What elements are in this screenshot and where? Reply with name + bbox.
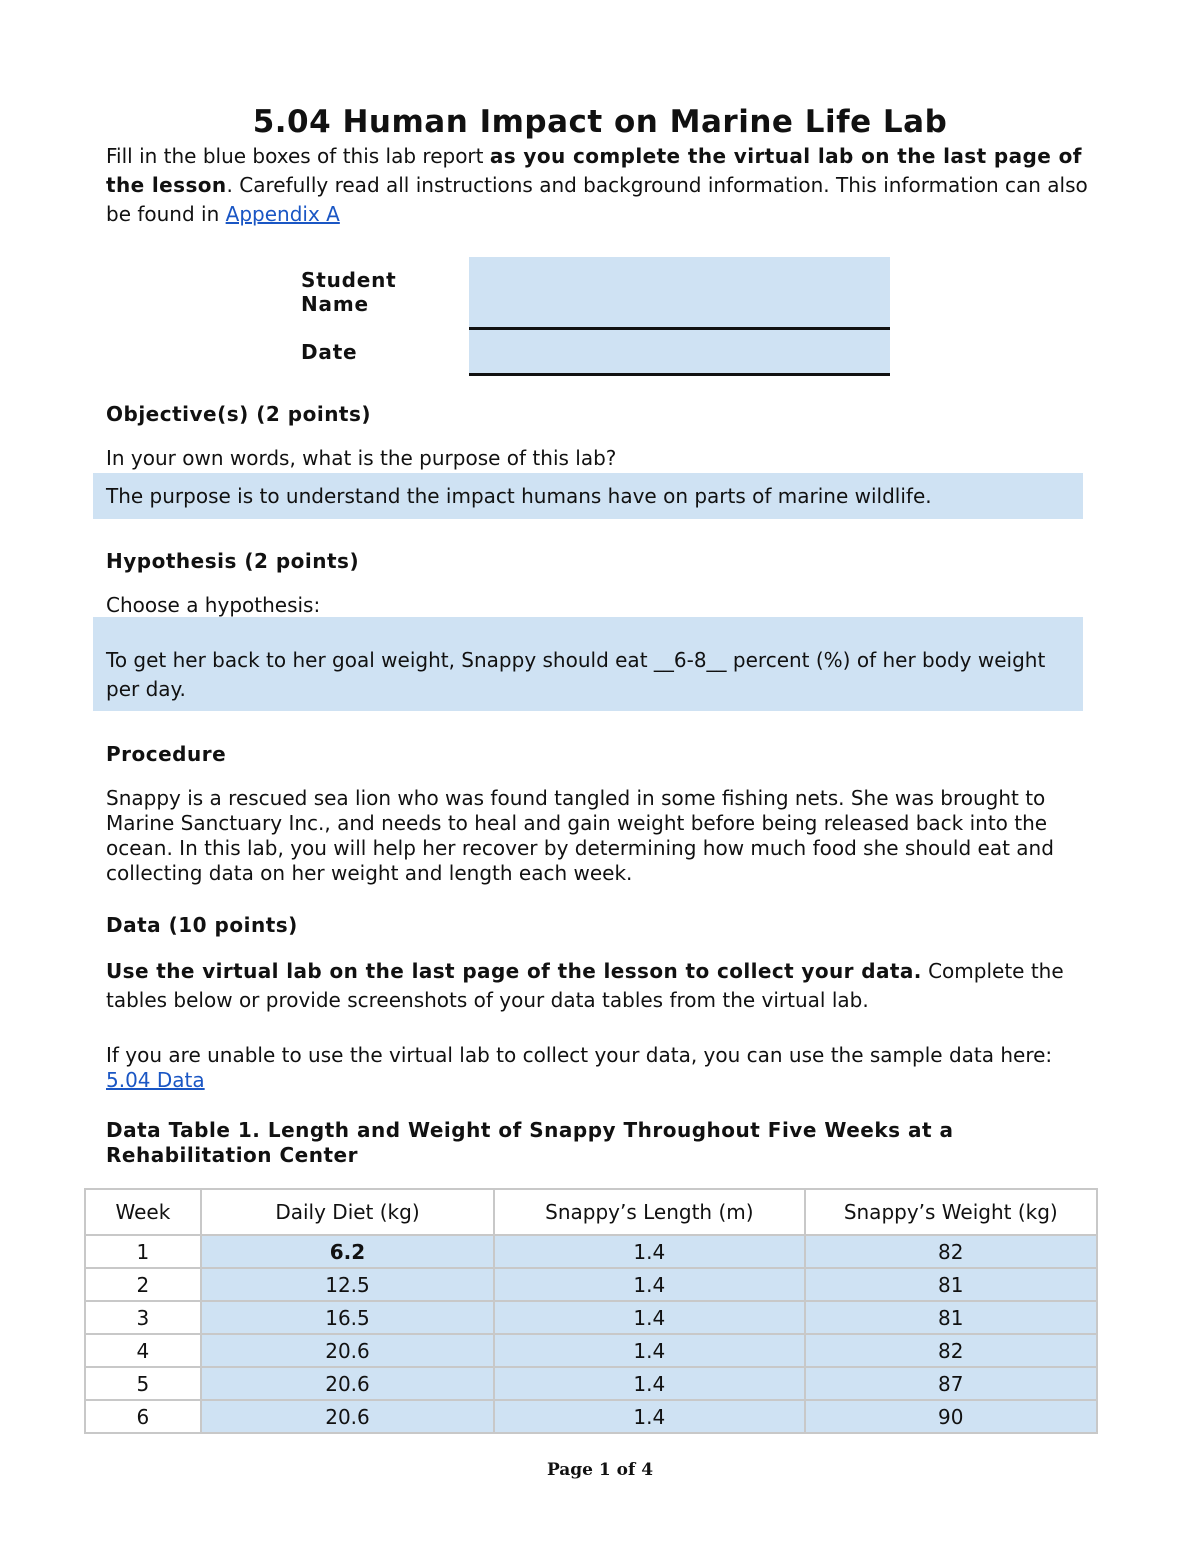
objective-heading: Objective(s) (2 points) (106, 402, 372, 426)
sample-data-link[interactable]: 5.04 Data (106, 1068, 205, 1092)
table-header-row (85, 1189, 1097, 1235)
data-table-title: Data Table 1. Length and Weight of Snappy Throughout Five Weeks at a Rehabilitation Center (106, 1118, 954, 1167)
intro-paragraph (106, 142, 1096, 229)
table-row (85, 1367, 1097, 1400)
week-cell: 4 (85, 1334, 201, 1367)
header-weight: Snappy’s Weight (kg) (805, 1189, 1097, 1235)
objective-prompt: In your own words, what is the purpose of this lab? (106, 446, 617, 470)
diet-cell[interactable]: 20.6 (201, 1334, 494, 1367)
intro-text-2: . Carefully read all instructions and background information. This information can also be found in (106, 173, 1088, 226)
table-row (85, 1334, 1097, 1367)
weight-cell[interactable]: 81 (805, 1301, 1097, 1334)
length-cell[interactable]: 1.4 (494, 1334, 804, 1367)
week-cell: 5 (85, 1367, 201, 1400)
data-heading: Data (10 points) (106, 913, 298, 937)
weight-cell[interactable]: 82 (805, 1235, 1097, 1268)
table-row (85, 1268, 1097, 1301)
length-cell[interactable]: 1.4 (494, 1268, 804, 1301)
data-instructions (106, 957, 1096, 1015)
data-instruction-text: Complete the tables below or provide screenshots of your data tables from the virtual lab. (106, 959, 1064, 1012)
header-daily-diet: Daily Diet (kg) (201, 1189, 494, 1235)
table-row (85, 1235, 1097, 1268)
student-name-field[interactable] (469, 257, 890, 330)
header-length: Snappy’s Length (m) (494, 1189, 804, 1235)
hypothesis-heading: Hypothesis (2 points) (106, 549, 360, 573)
intro-bold-text: as you complete the virtual lab on the last page of the lesson (106, 144, 1082, 197)
length-cell[interactable]: 1.4 (494, 1235, 804, 1268)
length-cell[interactable]: 1.4 (494, 1400, 804, 1433)
intro-text-1: Fill in the blue boxes of this lab report (106, 144, 490, 168)
diet-cell[interactable]: 20.6 (201, 1367, 494, 1400)
date-label: Date (301, 340, 358, 364)
weight-cell[interactable]: 90 (805, 1400, 1097, 1433)
diet-cell[interactable]: 16.5 (201, 1301, 494, 1334)
header-week: Week (85, 1189, 201, 1235)
student-name-label: Student Name (301, 268, 397, 316)
objective-answer-box[interactable]: The purpose is to understand the impact humans have on parts of marine wildlife. (93, 473, 1083, 519)
diet-cell[interactable]: 12.5 (201, 1268, 494, 1301)
sample-data-text (106, 1043, 1096, 1093)
week-cell: 6 (85, 1400, 201, 1433)
date-field[interactable] (469, 330, 890, 376)
diet-cell[interactable]: 6.2 (201, 1235, 494, 1268)
sample-data-sentence: If you are unable to use the virtual lab to collect your data, you can use the sample data here: (106, 1043, 1053, 1067)
hypothesis-prompt: Choose a hypothesis: (106, 593, 321, 617)
length-cell[interactable]: 1.4 (494, 1367, 804, 1400)
page-title: 5.04 Human Impact on Marine Life Lab (252, 104, 948, 140)
hypothesis-answer-box[interactable]: To get her back to her goal weight, Snappy should eat __6-8__ percent (%) of her body weight per day. (93, 617, 1083, 711)
table-row (85, 1301, 1097, 1334)
data-table (84, 1188, 1098, 1434)
data-instruction-bold: Use the virtual lab on the last page of the lesson to collect your data. (106, 959, 922, 983)
week-cell: 3 (85, 1301, 201, 1334)
procedure-heading: Procedure (106, 742, 227, 766)
page-number: Page 1 of 4 (546, 1460, 654, 1480)
weight-cell[interactable]: 82 (805, 1334, 1097, 1367)
week-cell: 1 (85, 1235, 201, 1268)
week-cell: 2 (85, 1268, 201, 1301)
appendix-a-link[interactable]: Appendix A (225, 202, 340, 226)
diet-cell[interactable]: 20.6 (201, 1400, 494, 1433)
length-cell[interactable]: 1.4 (494, 1301, 804, 1334)
table-row (85, 1400, 1097, 1433)
weight-cell[interactable]: 81 (805, 1268, 1097, 1301)
procedure-text: Snappy is a rescued sea lion who was found tangled in some fishing nets. She was brought to Marine Sanctuary Inc., and needs to heal and gain weight before being released back into the ocean. In this lab, you will help her recover by determining how much food she should eat and collecting data on her weight and length each week. (106, 786, 1054, 885)
weight-cell[interactable]: 87 (805, 1367, 1097, 1400)
